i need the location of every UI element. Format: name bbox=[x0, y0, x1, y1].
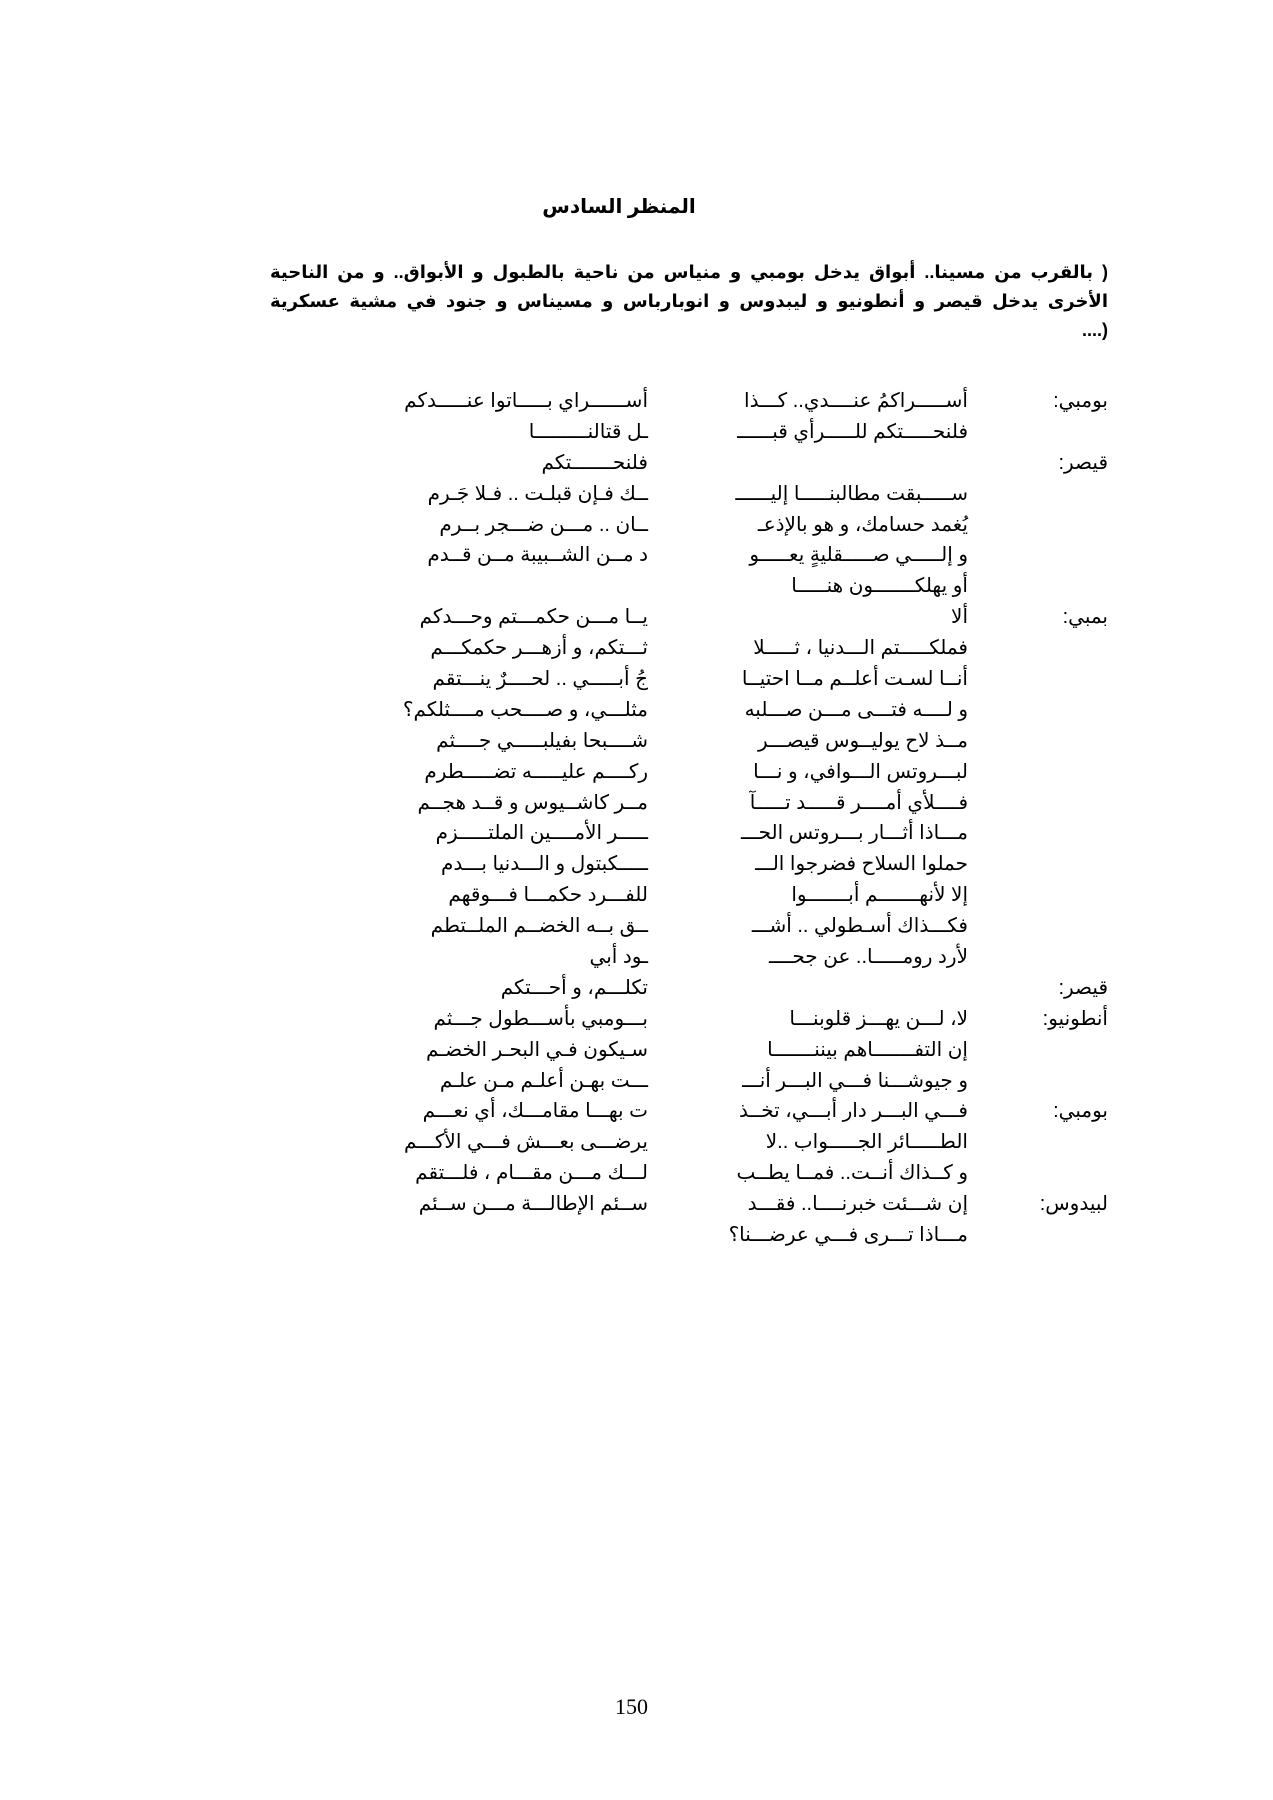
verse-second-hemistich: ثـــتكم، و أزهـــر حكمكـــم bbox=[430, 637, 648, 660]
verse-first-hemistich: و إلـــــي صـــــقليةٍ يعـــــو bbox=[749, 544, 968, 567]
verse-second-hemistich: ـــــر الأمــــين الملتـــــزم bbox=[435, 822, 648, 845]
verse-second-hemistich: سـيكون فـي البحـر الخضـم bbox=[425, 1038, 648, 1061]
verse-first-hemistich: أســـــراكمُ عنــــدي.. كـــذا bbox=[744, 390, 968, 412]
verse-second-hemistich: مثلـــي، و صــــحب مــــثلكم؟ bbox=[402, 698, 648, 721]
verse-row bbox=[258, 757, 1108, 788]
verse-first-hemistich: فملكـــــتم الـــدنيا ، ثـــــلا bbox=[753, 637, 968, 660]
verse-second-hemistich: ـــــكبتول و الـــدنيا بـــدم bbox=[440, 853, 648, 876]
verse-second-hemistich: د مــن الشــبيبة مــن قــدم bbox=[427, 544, 648, 567]
verse-row bbox=[258, 973, 1108, 1004]
verse-first-hemistich: مــذ لاح يوليــوس قيصـــر bbox=[758, 729, 968, 752]
speaker-name: قيصر: bbox=[1058, 976, 1108, 999]
verse-second-hemistich: ركــــم عليـــــه تضـــــطرم bbox=[424, 760, 648, 783]
verse-first-hemistich: ألا bbox=[951, 606, 968, 629]
verse-row bbox=[258, 479, 1108, 510]
verse-row bbox=[258, 633, 1108, 664]
verse-row bbox=[258, 1004, 1108, 1035]
stage-direction-line: الأخرى يدخل قيصر و أنطونيو و ليبدوس و انوبارباس و مسيناس و جنود في مشية عسكرية bbox=[270, 291, 1108, 311]
verse-row bbox=[258, 942, 1108, 973]
verse-row bbox=[258, 602, 1108, 633]
verse-first-hemistich: الطـــــائر الجـــــواب ..لا bbox=[765, 1131, 968, 1154]
verse-second-hemistich: يرضـــى بعـــش فـــي الأكـــم bbox=[404, 1131, 648, 1154]
speaker-name: بمبي: bbox=[1062, 606, 1108, 629]
verse-second-hemistich: تكلـــم، و أحـــتكم bbox=[500, 976, 648, 999]
verse-first-hemistich: حملوا السلاح فضرجوا الـــ bbox=[755, 853, 968, 876]
verse-first-hemistich: فـــي البـــر دار أبـــي، تخــذ bbox=[739, 1100, 968, 1123]
verse-first-hemistich: و جيوشـــنا فـــي البـــر أنـــ bbox=[742, 1069, 968, 1092]
verse-row bbox=[258, 880, 1108, 911]
verse-dialogue bbox=[258, 386, 1108, 1251]
verse-second-hemistich: لـــك مـــن مقـــام ، فلـــتقم bbox=[415, 1162, 648, 1185]
verse-second-hemistich: ـود أبي bbox=[589, 946, 648, 969]
scene-title: المنظر السادس bbox=[542, 196, 696, 218]
verse-first-hemistich: ســـــبقت مطالبنـــــا إليــــــ bbox=[735, 482, 968, 505]
verse-row bbox=[258, 849, 1108, 880]
verse-row bbox=[258, 911, 1108, 942]
verse-first-hemistich: إن التفـــــــاهم بيننـــــــا bbox=[767, 1038, 968, 1061]
speaker-name: أنطونيو: bbox=[1042, 1007, 1108, 1030]
speaker-name: قيصر: bbox=[1058, 451, 1108, 474]
speaker-name: بومبي: bbox=[1053, 1100, 1108, 1123]
verse-second-hemistich: يــا مـــن حكمـــتم وحـــدكم bbox=[419, 606, 648, 629]
verse-first-hemistich: إلا لأنهـــــــم أبـــــــوا bbox=[791, 884, 968, 907]
verse-row bbox=[258, 1189, 1108, 1220]
stage-direction-line: ( بالقرب من مسينا.. أبواق يدخل بومبي و منياس من ناحية بالطبول و الأبواق.. و من الناحية bbox=[270, 262, 1108, 282]
verse-second-hemistich: شــــبحا بفيلبـــــي جــــثم bbox=[436, 729, 648, 752]
verse-row bbox=[258, 1127, 1108, 1158]
verse-row bbox=[258, 818, 1108, 849]
verse-second-hemistich: ـــت بهـن أعلـم مـن علـم bbox=[439, 1069, 648, 1092]
verse-first-hemistich: مـــاذا تـــرى فـــي عرضـــنا؟ bbox=[728, 1224, 968, 1247]
verse-row bbox=[258, 1158, 1108, 1189]
page-number: 150 bbox=[615, 1694, 648, 1719]
verse-row bbox=[258, 571, 1108, 602]
verse-second-hemistich: جُ أبـــــي .. لحــــرٌ ينـــتقم bbox=[432, 668, 648, 691]
verse-row bbox=[258, 726, 1108, 757]
verse-second-hemistich: ــان .. مـــن ضـــجر بــرم bbox=[439, 513, 648, 536]
verse-row bbox=[258, 788, 1108, 819]
speaker-name: بومبي: bbox=[1053, 390, 1108, 412]
verse-row bbox=[258, 386, 1108, 417]
verse-first-hemistich: يُغمد حسامك، و هو بالإذعـ bbox=[757, 513, 968, 536]
verse-second-hemistich: ســئم الإطالـــة مـــن ســئم bbox=[418, 1193, 648, 1216]
verse-second-hemistich: أســــــراي بـــــاتوا عنـــــدكم bbox=[404, 390, 648, 412]
verse-second-hemistich: ــك فـإن قبلـت .. فـلا جَـرم bbox=[427, 482, 648, 505]
verse-row bbox=[258, 1096, 1108, 1127]
verse-second-hemistich: ـل قتالنـــــــــا bbox=[528, 420, 648, 443]
verse-second-hemistich: فلنحـــــــتكم bbox=[541, 451, 648, 474]
verse-first-hemistich: فكـــذاك أسـطولي .. أشـــ bbox=[751, 915, 968, 938]
verse-first-hemistich: أنــا لسـت أعلــم مــا احتيــا bbox=[741, 668, 968, 691]
verse-row bbox=[258, 540, 1108, 571]
verse-first-hemistich: أو يهلكـــــــون هنـــــا bbox=[791, 575, 968, 598]
verse-row bbox=[258, 1035, 1108, 1066]
verse-first-hemistich: مـــاذا أثـــار بـــروتس الحـــ bbox=[740, 822, 968, 845]
verse-row bbox=[258, 417, 1108, 448]
verse-row bbox=[258, 448, 1108, 479]
stage-direction-line: (.... bbox=[1082, 320, 1108, 340]
verse-first-hemistich: و لــــه فتـــى مـــن صـــلبه bbox=[744, 698, 968, 721]
verse-second-hemistich: للفـــرد حكمـــا فـــوقهم bbox=[448, 884, 648, 907]
verse-row bbox=[258, 695, 1108, 726]
verse-first-hemistich: و كــذاك أنــت.. فمــا يطــب bbox=[736, 1162, 968, 1185]
speaker-name: لبيدوس: bbox=[1039, 1193, 1108, 1216]
verse-first-hemistich: فــــلأي أمــــر قـــــد تـــــآ bbox=[749, 791, 968, 814]
verse-row bbox=[258, 1220, 1108, 1251]
verse-first-hemistich: لبـــروتس الـــوافي، و نـــا bbox=[753, 760, 968, 783]
verse-second-hemistich: ت بهـــا مقامـــك، أي نعـــم bbox=[422, 1100, 648, 1123]
verse-row bbox=[258, 664, 1108, 695]
verse-row bbox=[258, 1066, 1108, 1097]
verse-first-hemistich: لا، لـــن يهـــز قلوبنـــا bbox=[789, 1007, 968, 1030]
verse-first-hemistich: لأرد رومـــــا.. عن جحــــ bbox=[768, 946, 968, 969]
verse-first-hemistich: فلنحـــــتكم للـــــرأي قبــــــ bbox=[737, 420, 968, 443]
verse-second-hemistich: بـــومبي بأســـطول جـــثم bbox=[433, 1007, 648, 1030]
verse-second-hemistich: ــق بــه الخضــم الملــتطم bbox=[430, 915, 648, 938]
verse-second-hemistich: مــر كاشــيوس و قــد هجــم bbox=[417, 791, 648, 814]
verse-first-hemistich: إن شـــئت خبرنــــا.. فقـــد bbox=[747, 1193, 968, 1216]
verse-row bbox=[258, 510, 1108, 541]
stage-direction bbox=[270, 258, 1108, 345]
